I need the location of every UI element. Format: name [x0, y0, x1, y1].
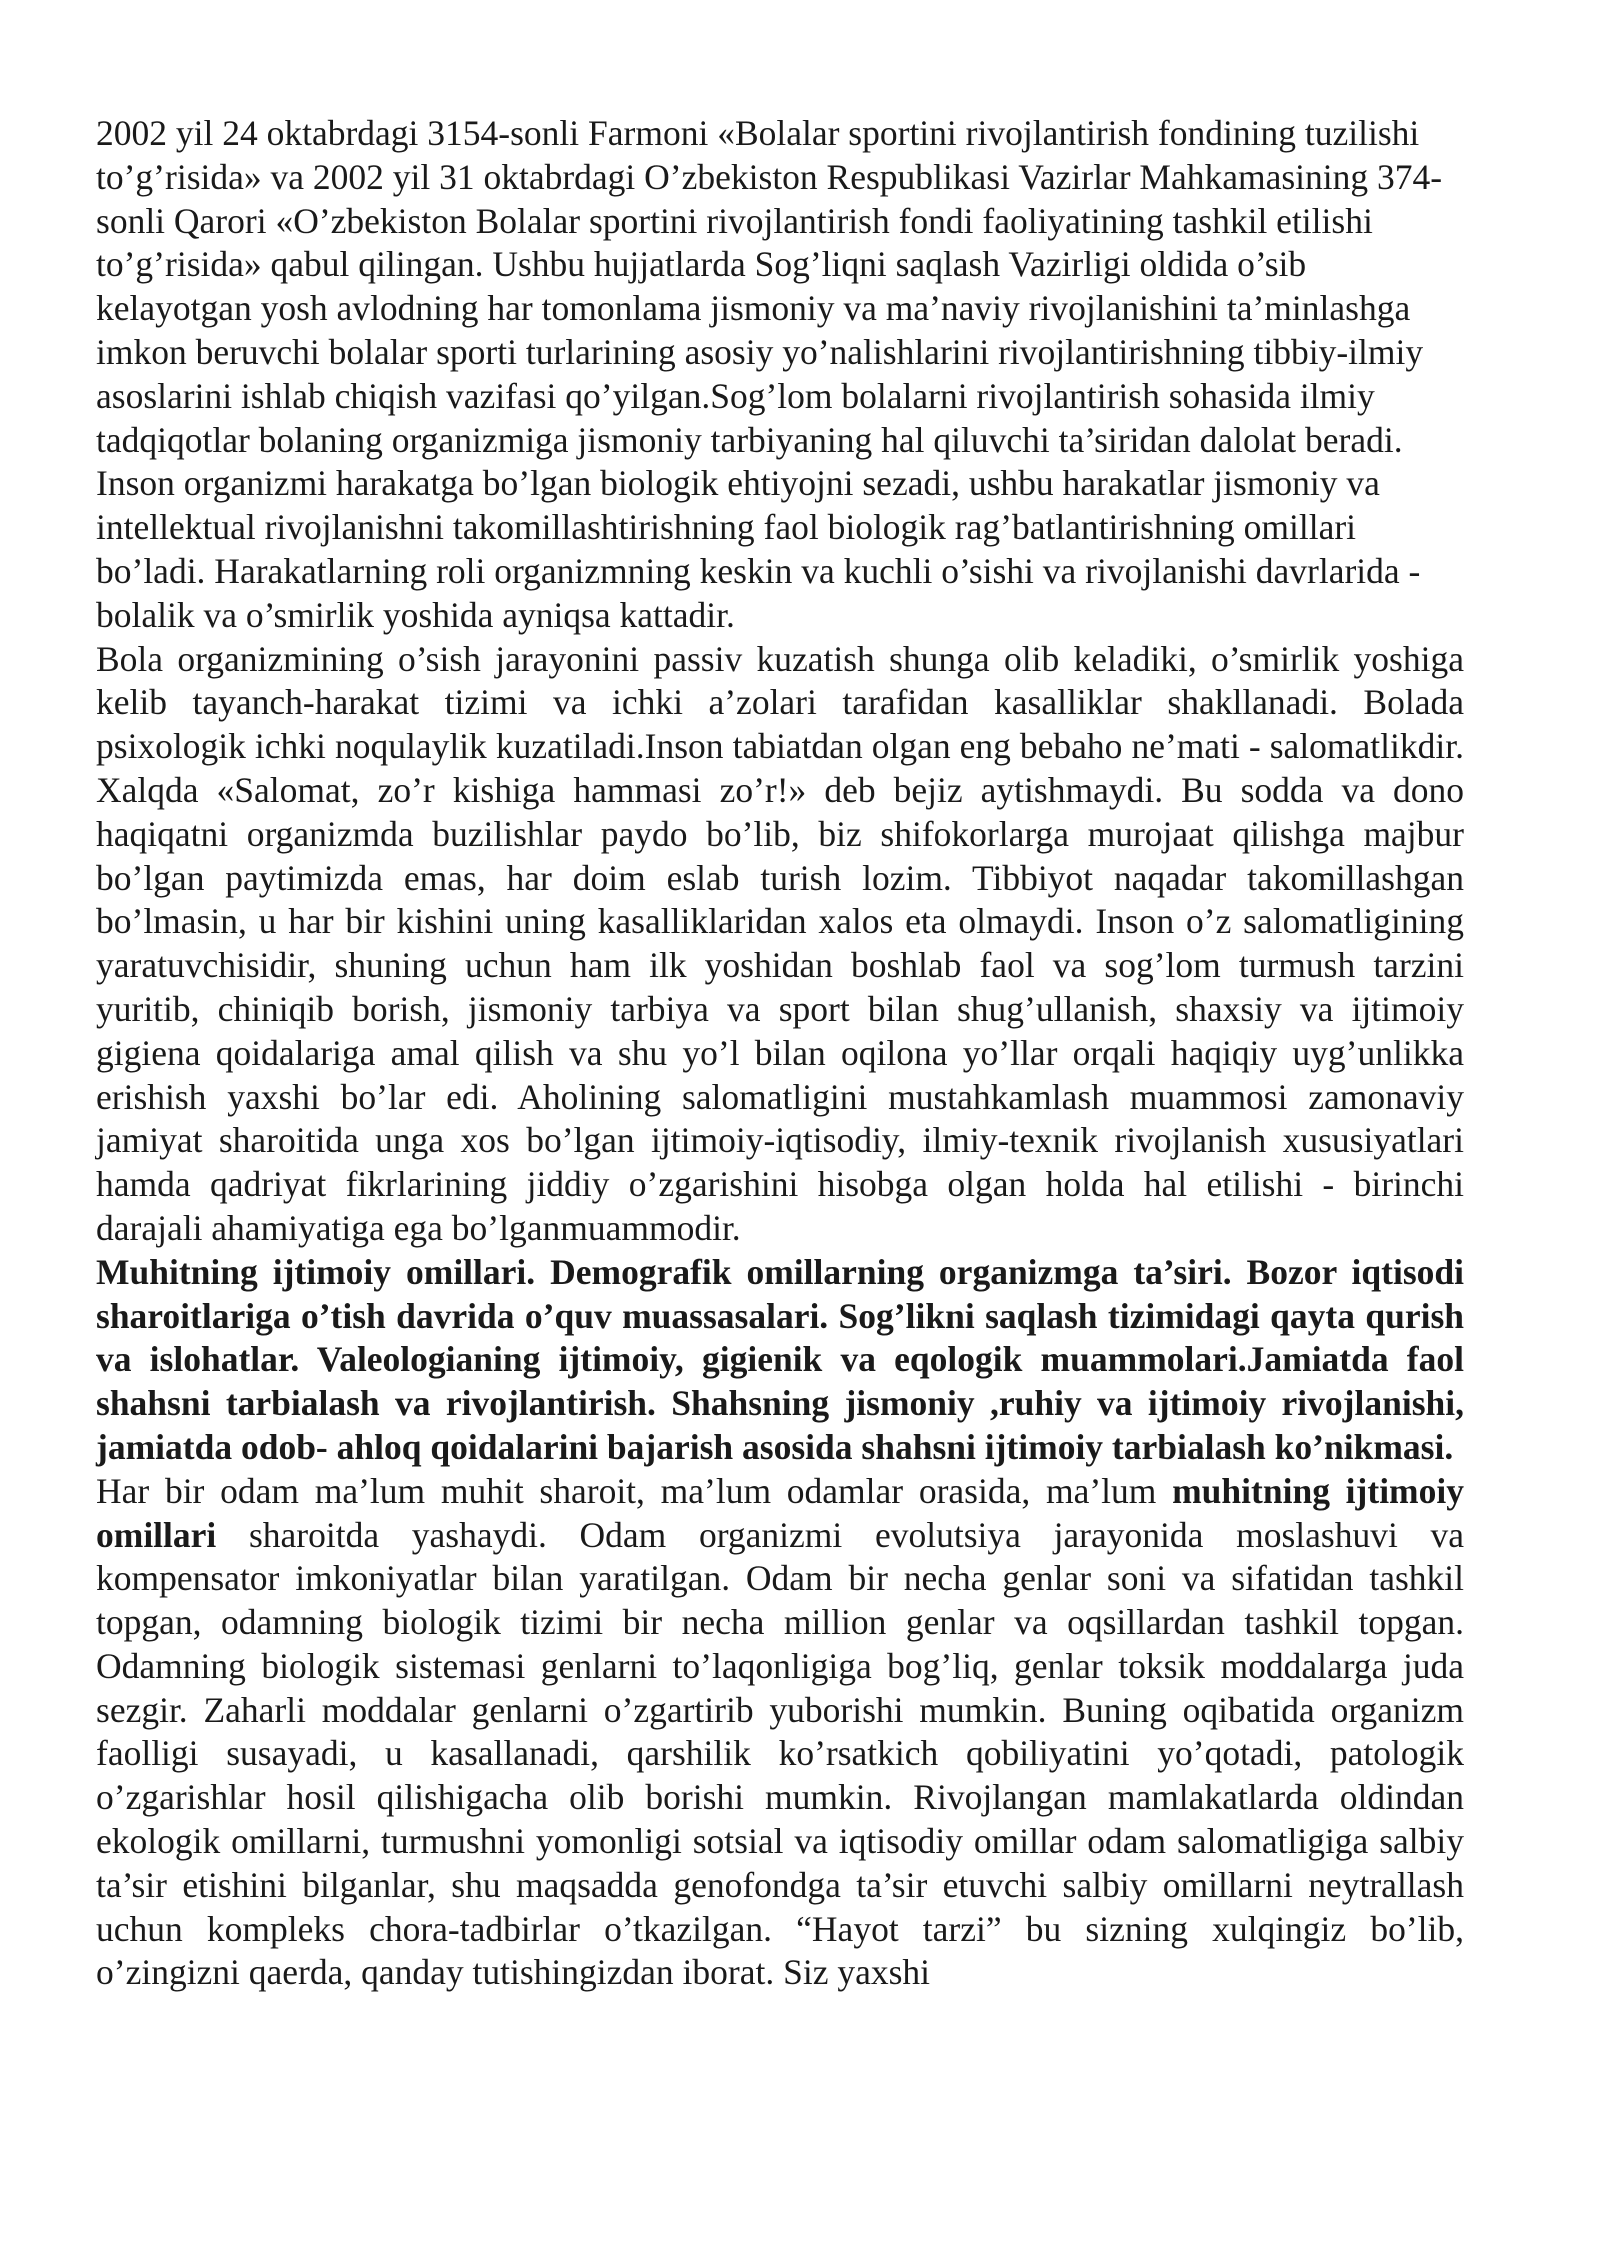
paragraph-environment-rest: sharoitda yashaydi. Odam organizmi evolutsiya jarayonida moslashuvi va kompensator imkoniyatlar bilan yaratilgan. Odam bir necha genlar soni va sifatidan tashkil topgan, odamning biologik tizimi bir necha million genlar va oqsillardan tashkil topgan. Odamning biologik sistemasi genlarni to’laqonligiga bog’liq, genlar toksik moddalarga juda sezgir. Zaharli moddalar genlarni o’zgartirib yuborishi mumkin. Buning oqibatida organizm faolligi susayadi, u kasallanadi, qarshilik ko’rsatkich qobiliyatini yo’qotadi, patologik o’zgarishlar hosil qilishigacha olib borishi mumkin. Rivojlangan mamlakatlarda oldindan ekologik omillarni, turmushni yomonligi sotsial va iqtisodiy omillar odam salomatligiga salbiy ta’sir etishini bilganlar, shu maqsadda genofondga ta’sir etuvchi salbiy omillarni neytrallash uchun kompleks chora-tadbirlar o’tkazilgan. “Hayot tarzi” bu sizning xulqingiz bo’lib, o’zingizni qaerda, qanday tutishingizdan iborat. Siz yaxshi [96, 1514, 1464, 1993]
paragraph-environment [96, 1470, 1464, 1996]
paragraph-environment-lead: Har bir odam ma’lum muhit sharoit, ma’lum odamlar orasida, ma’lum [96, 1470, 1173, 1511]
paragraph-child-development: Bola organizmining o’sish jarayonini passiv kuzatish shunga olib keladiki, o’smirlik yoshiga kelib tayanch-harakat tizimi va ichki a’zolari tarafidan kasalliklar shakllanadi. Bolada psixologik ichki noqulaylik kuzatiladi.Inson tabiatdan olgan eng bebaho ne’mati - salomatlikdir. Xalqda «Salomat, zo’r kishiga hammasi zo’r!» deb bejiz aytishmaydi. Bu sodda va dono haqiqatni organizmda buzilishlar paydo bo’lib, biz shifokorlarga murojaat qilishga majbur bo’lgan paytimizda emas, har doim eslab turish lozim. Tibbiyot naqadar takomillashgan bo’lmasin, u har bir kishini uning kasalliklaridan xalos eta olmaydi. Inson o’z salomatligining yaratuvchisidir, shuning uchun ham ilk yoshidan boshlab faol va sog’lom turmush tarzini yuritib, chiniqib borish, jismoniy tarbiya va sport bilan shug’ullanish, shaxsiy va ijtimoiy gigiena qoidalariga amal qilish va shu yo’l bilan oqilona yo’llar orqali haqiqiy uyg’unlikka erishish yaxshi bo’lar edi. Aholining salomatligini mustahkamlash muammosi zamonaviy jamiyat sharoitida unga xos bo’lgan ijtimoiy-iqtisodiy, ilmiy-texnik rivojlanish xususiyatlari hamda qadriyat fikrlarining jiddiy o’zgarishini hisobga olgan holda hal etilishi - birinchi darajali ahamiyatiga ega bo’lganmuammodir. [96, 638, 1464, 1248]
paragraph-decree-intro: 2002 yil 24 oktabrdagi 3154-sonli Farmoni «Bolalar sportini rivojlantirish fondining tuzilishi to’g’risida» va 2002 yil 31 oktabrdagi O’zbekiston Respublikasi Vazirlar Mahkamasining 374-sonli Qarori «O’zbekiston Bolalar sportini rivojlantirish fondi faoliyatining tashkil etilishi to’g’risida» qabul qilingan. Ushbu hujjatlarda Sog’liqni saqlash Vazirligi oldida o’sib kelayotgan yosh avlodning har tomonlama jismoniy va ma’naviy rivojlanishini ta’minlashga imkon beruvchi bolalar sporti turlarining asosiy yo’nalishlarini rivojlantirishning tibbiy-ilmiy asoslarini ishlab chiqish vazifasi qo’yilgan.Sog’lom bolalarni rivojlantirish sohasida ilmiy tadqiqotlar bolaning organizmiga jismoniy tarbiyaning hal qiluvchi ta’siridan dalolat beradi. Inson organizmi harakatga bo’lgan biologik ehtiyojni sezadi, ushbu harakatlar jismoniy va intellektual rivojlanishni takomillashtirishning faol biologik rag’batlantirishning omillari bo’ladi. Harakatlarning roli organizmning keskin va kuchli o’sishi va rivojlanishi davrlarida - bolalik va o’smirlik yoshida ayniqsa kattadir. [96, 113, 1443, 635]
paragraph-environment-bold-term: muhitning ijtimoiy omillari [96, 1470, 1464, 1555]
document-page [96, 112, 1464, 1995]
section-heading-social-factors: Muhitning ijtimoiy omillari. Demografik omillarning organizmga ta’siri. Bozor iqtisodi sharoitlariga o’tish davrida o’quv muassasalari. Sog’likni saqlash tizimidagi qayta qurish va islohatlar. Valeologianing ijtimoiy, gigienik va eqologik muammolari.Jamiatda faol shahsni tarbialash va rivojlantirish. Shahsning jismoniy ,ruhiy va ijtimoiy rivojlanishi, jamiatda odob- ahloq qoidalarini bajarish asosida shahsni ijtimoiy tarbialash ko’nikmasi. [96, 1251, 1464, 1467]
